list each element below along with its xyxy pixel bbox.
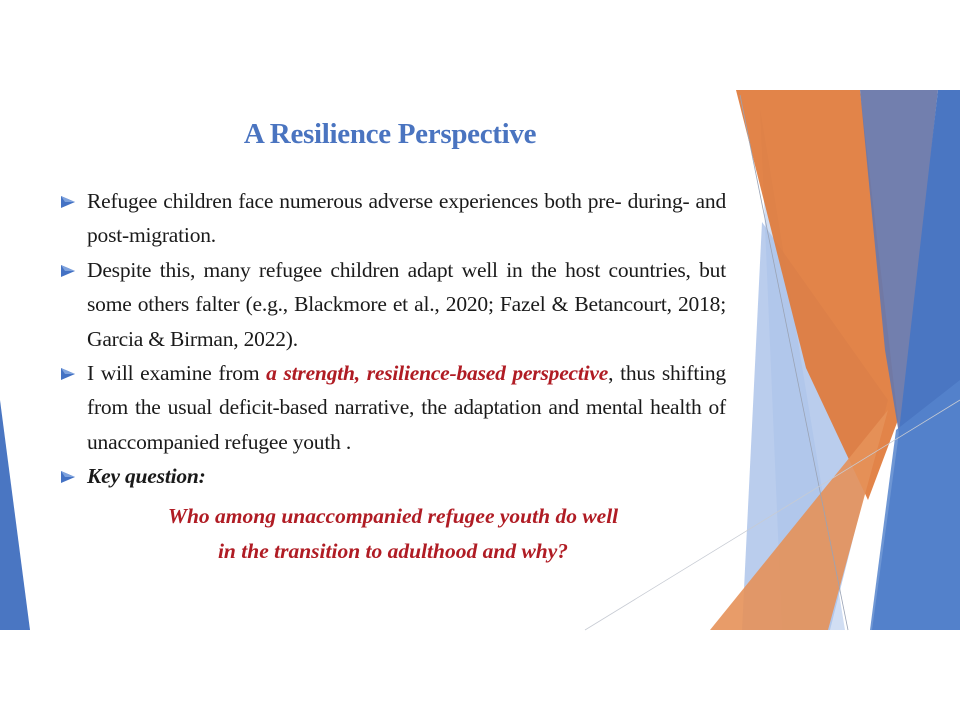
triangle-bullet-icon	[60, 264, 76, 278]
bullet-item	[60, 253, 726, 356]
bullet-item	[60, 459, 726, 493]
bullet-emphasis: a strength, resilience-based perspective	[266, 361, 609, 386]
key-question-label: Key question:	[87, 464, 206, 489]
bullet-text-before: I will examine from	[87, 361, 267, 386]
bullet-item	[60, 184, 726, 253]
question-line-2: in the transition to adulthood and why?	[217, 539, 569, 563]
slide-title: A Resilience Perspective	[243, 118, 537, 150]
triangle-bullet-icon	[60, 367, 76, 381]
triangle-bullet-icon	[60, 470, 76, 484]
deco-left-sliver	[0, 400, 30, 630]
bullet-text: Refugee children face numerous adverse experiences both pre- during- and post-migration.	[87, 189, 726, 248]
triangle-bullet-icon	[60, 195, 76, 209]
bullet-text: Despite this, many refugee children adapt well in the host countries, but some others falter (e.g., Blackmore et al., 2020; Fazel & Betancourt, 2018; Garcia & Birman, 2022).	[87, 257, 726, 351]
bullet-text-after: , thus shifting from the usual deficit-based narrative, the adaptation and mental health of unaccompanied refugee youth .	[87, 361, 726, 454]
question-line-1: Who among unaccompanied refugee youth do well	[167, 504, 619, 528]
key-question	[60, 499, 726, 569]
bullet-list	[60, 184, 726, 494]
bullet-item	[60, 356, 726, 459]
